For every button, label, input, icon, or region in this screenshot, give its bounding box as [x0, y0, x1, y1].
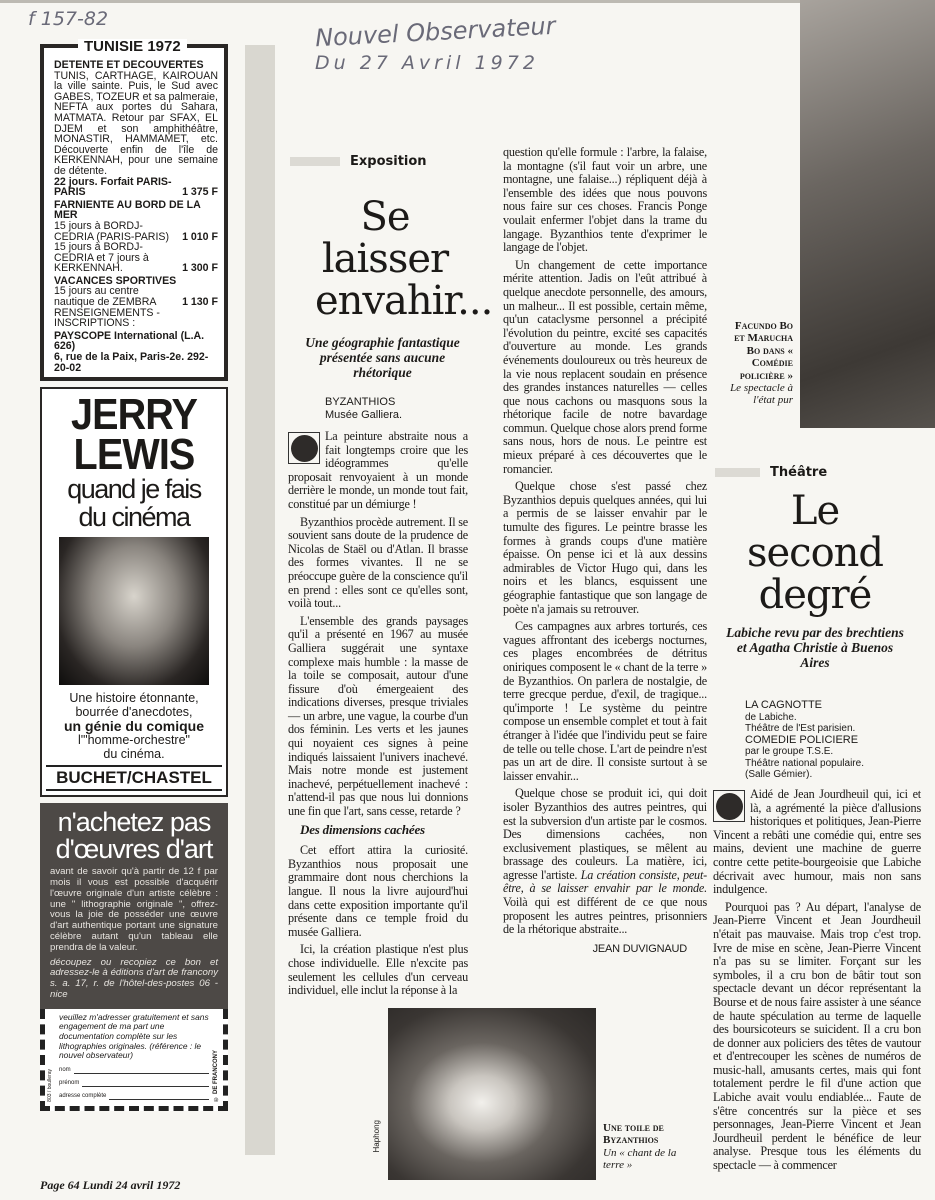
- author-signature: JEAN DUVIGNAUD: [592, 942, 687, 955]
- section-kicker: [715, 465, 935, 480]
- emphasis: La création consiste, peut-être, à se laisser envahir par le monde.: [503, 867, 707, 896]
- ad-heading: FARNIENTE AU BORD DE LA MER: [54, 198, 201, 222]
- price: 1 010 F: [182, 230, 218, 243]
- ad-headline: d'œuvres d'art: [55, 834, 213, 865]
- art-ad: [40, 803, 228, 1009]
- photo-credit: Haphong: [372, 1120, 381, 1153]
- play-title: COMEDIE POLICIERE: [745, 733, 859, 746]
- handwritten-date: Du 27 Avril 1972: [315, 52, 539, 74]
- show-info: [745, 700, 864, 781]
- play-venue: (Salle Gémier).: [745, 769, 813, 780]
- paragraph: Quelque chose s'est passé chez Byzanthios depuis quelques années, qui lui a permis de se laisser envahir par le tumulte des figures. Le peintre brasse les formes à grands coups d'une matière épaisse. On pense ici et là aux dessins admirables de Victor Hugo qui, dans les noirs et les blancs, esquissent une géographie fantastique que son langage de poète n'a jamais su retrouver.: [503, 479, 707, 616]
- ad-body: avant de savoir qu'à partir de 12 f par mois il vous est possible d'acquérir l'œuvre originale d'un artiste célèbre : une " lithographie originale ", offrez-vous la joie de posséder une œuvre d'art authentique portant une signature célèbre autant qu'un tableau elle prendra de la valeur.: [50, 866, 218, 953]
- paragraph: Voilà qui est différent de ce que nous proposent les autres peintres, prisonniers de la rhétorique abstraite...: [503, 895, 707, 937]
- page-edge: [0, 0, 935, 3]
- theatre-column: [713, 788, 921, 1173]
- play-author: par le groupe T.S.E.: [745, 746, 834, 757]
- publisher: BUCHET/CHASTEL: [46, 765, 222, 791]
- archive-reference: f 157-82: [28, 8, 109, 30]
- ad-info: RENSEIGNEMENTS - INSCRIPTIONS :: [54, 306, 160, 330]
- artist-name: BYZANTHIOS: [325, 396, 396, 408]
- page-footer: Page 64 Lundi 24 avril 1972: [40, 1178, 181, 1192]
- exhibition-info: [325, 396, 402, 422]
- address-field[interactable]: [59, 1093, 209, 1100]
- play-author: de Labiche.: [745, 711, 797, 723]
- kicker-bar: [715, 468, 760, 477]
- ad-cta: découpez ou recopiez ce bon et adressez-le à éditions d'art de francony s. a. 17, r. de l'hôtel-des-postes 06 - nice: [50, 956, 218, 1000]
- theatre-photo-caption: [725, 320, 793, 407]
- drop-bullet-icon: [713, 790, 745, 822]
- article-column-1: [288, 430, 468, 998]
- firstname-field[interactable]: [59, 1080, 209, 1087]
- tunisie-ad: [40, 38, 228, 381]
- section-kicker: [290, 154, 470, 169]
- paragraph: L'ensemble des grands paysages qu'il a présenté en 1967 au musée Galliera suggérait une syntaxe complexe mais humble : la masse de la toile se composait, autour d'une fissure d'où émergeaient des indications diverses, presque triviales — un arbre, une vague, la courbe d'un dos féminin. Les verts et les jaunes qui noyaient ces signes à peine indiqués laissaient l'univers inachevé. Mais notre monde est justement inachevé, perpétuellement inachevé : n'attend-il pas que nous lui donnions une fin que l'art, sans cesse, retarde ?: [288, 613, 468, 819]
- ad-credit: © DE FRANCONY: [213, 1050, 220, 1102]
- ad-line: Une histoire étonnante,: [69, 691, 199, 706]
- offer: 15 jours au centre nautique de ZEMBRA: [54, 285, 157, 309]
- ad-name: JERRY: [70, 390, 198, 440]
- article-title: Se laisser envahir...: [315, 194, 493, 324]
- painting-caption: [603, 1122, 695, 1172]
- jerry-lewis-photo: [59, 537, 209, 685]
- coupon-text: veuillez m'adresser gratuitement et sans engagement de ma part une documentation complète sur les lithographies originales. (référence : le nouvel observateur): [59, 1011, 209, 1061]
- kicker-label: Théâtre: [770, 465, 828, 480]
- ad-text: TUNIS, CARTHAGE, KAIROUAN la ville sainte. Puis, le Sud avec GABES, TOZEUR et sa palmeraie, NEFTA aux portes du Sahara, MATMATA. Retour par SFAX, EL DJEM et son amphithéâtre, MONASTIR, HAMMAMET, etc. Découverte enfin de l'île de KERKENNAH, pour une semaine de détente.: [54, 69, 218, 177]
- kicker-label: Exposition: [350, 154, 427, 169]
- paragraph: Quelque chose se produit ici, qui doit isoler Byzanthios des autres peintres, qui est la subversion d'un artiste par le cosmos. Des dimensions cachées, non exclusivement plastiques, se mêlent au brassage des couleurs. La matière, ici, agresse l'artiste.: [503, 786, 707, 882]
- gutter-shade: [245, 45, 275, 1155]
- article-title: Le second degré: [746, 488, 884, 618]
- field-label: adresse complète: [59, 1092, 107, 1099]
- offer: 15 jours à BORDJ-CEDRIA et 7 jours à KERKENNAH.: [54, 241, 149, 275]
- ad-address: 6, rue de la Paix, Paris-2e. 292-20-02: [54, 351, 209, 374]
- offer: 22 jours. Forfait PARIS-PARIS: [54, 175, 172, 199]
- caption-line: Facundo Bo et Marucha Bo dans « Comédie policière »: [734, 320, 793, 382]
- article-deck: Une géographie fantastique présentée sans aucune rhétorique: [305, 335, 460, 380]
- caption-line: Un « chant de la terre »: [603, 1146, 677, 1172]
- ad-line: du cinéma.: [103, 747, 165, 762]
- paragraph: Ces campagnes aux arbres torturés, ces vagues affrontant des icebergs nocturnes, ces plages encombrées de détritus oniriques composent le « chant de la terre » de Byzanthios. On parlera de nostalgie, de terre grecque perdue, d'exil, de tragique... qu'importe ! Le système du peintre compose un ensemble complet et tout à fait étranger à l'idée que l'individu peut se faire de telle ou telle chose. L'art de peindre n'est pas un art de dire. Il consiste surtout à se laisser envahir...: [503, 619, 707, 783]
- subheading: Des dimensions cachées: [300, 821, 425, 837]
- handwritten-source: Nouvel Observateur: [314, 11, 557, 53]
- paragraph: Byzanthios procède autrement. Il se souvient sans doute de la prudence de Nicolas de Staël ou d'Atlan. Il brasse des formes vivantes. Il ne se préoccupe guère de la conscience qu'il en prend : elles sont ce qu'elles sont, voilà tout...: [288, 514, 468, 611]
- book-ad: [40, 387, 228, 797]
- paragraph: Un changement de cette importance mérite attention. Jadis on l'eût attribué à quelque anecdote personnelle, des amours, un malheur... Il est possible, certain même, qu'un cataclysme personnel a précipité l'évolution du peintre, excité ses capacités d'ouverture au monde. Les grands événements douloureux ou très heureux de la vie nous replacent soudain en présence des grandes instances naturelles — celles que nous cachons ou masquons sous la rhétorique facile de notre bavardage commun. Quelque chose alors prend forme sans nous, hors de nous. Le peintre est mieux préparé à ces découvertes que le romancier.: [503, 257, 707, 476]
- kicker-bar: [290, 157, 340, 166]
- theatre-photo: [800, 0, 935, 428]
- order-coupon: [40, 1009, 228, 1111]
- price: 1 130 F: [182, 296, 218, 309]
- paragraph: question qu'elle formule : l'arbre, la falaise, la montagne (s'il faut voir un arbre, une montagne, une falaise...) répliquent déjà à l'ensemble des idées que nous pouvons nous faire sur ces choses. Francis Ponge voulait enfermer l'objet dans la trame du langage. Byzanthios tente d'exprimer le langage de l'objet.: [503, 145, 707, 255]
- ad-subtitle: du cinéma: [78, 502, 190, 533]
- article-deck: Labiche revu par des brechtiens et Agatha Christie à Buenos Aires: [726, 625, 904, 670]
- paragraph: Cet effort attira la curiosité. Byzanthios nous proposait une grammaire dont nous cherchions la langue. Il nous la livre aujourd'hui dans cette exposition importante qu'il présente dans ce temple froid du musée Galliera.: [288, 843, 468, 939]
- byzanthios-painting: [388, 1008, 596, 1180]
- offer: 15 jours à BORDJ-CEDRIA (PARIS-PARIS): [54, 219, 169, 243]
- ad-line: l'"homme-orchestre": [78, 733, 190, 748]
- ad-line: un génie du comique: [63, 718, 204, 735]
- venue: Musée Galliera.: [325, 409, 403, 421]
- paragraph: Pourquoi pas ? Au départ, l'analyse de Jean-Pierre Vincent et Jean Jourdheuil n'était pas mauvaise. Mais trop c'est trop. Ivre de mise en scène, Jean-Pierre Vincent n'a pas su se limiter. Forçant sur les symboles, il a cru bon de bâtir tout son spectacle devant un décor représentant la Bourse et de nous faire assister à une séance de haute spéculation au terme de laquelle des boursicoteurs se suicident. Il a cru bon de donner aux policiers des têtes de vautour et d'entrecouper les scènes de numéros de music-hall, amusants certes, mais qui font totalement perdre le fil d'une action que Labiche avait voulu endiablée... Faute de s'être concentrés sur la pièce et ses personnages, Jean-Pierre Vincent et Jean Jourdheuil perdent le bénéfice de leur analyse. Presque tous les éléments du spectacle — à commencer: [713, 899, 921, 1173]
- drop-bullet-icon: [288, 432, 320, 464]
- ad-subtitle: quand je fais: [67, 474, 201, 505]
- price: 1 375 F: [182, 186, 218, 199]
- field-label: prénom: [59, 1079, 80, 1086]
- ad-line: bourrée d'anecdotes,: [75, 705, 193, 720]
- price: 1 300 F: [182, 262, 218, 275]
- ad-heading: DETENTE ET DECOUVERTES: [54, 59, 204, 71]
- play-title: LA CAGNOTTE: [745, 699, 823, 711]
- paragraph: La peinture abstraite nous a fait longtemps croire que les idéogrammes qu'elle proposait renvoyaient à un monde derrière le monde, un monde tout fait, constitué par un démiurge !: [288, 429, 468, 511]
- play-venue: Théâtre de l'Est parisien.: [745, 723, 856, 734]
- ad-name: LEWIS: [73, 430, 195, 480]
- agency-credit: 803 / boulleray: [47, 1068, 53, 1102]
- field-label: nom: [59, 1066, 71, 1073]
- article-column-2: [503, 146, 707, 956]
- ad-heading: VACANCES SPORTIVES: [54, 274, 177, 287]
- ad-column: [40, 38, 228, 1111]
- name-field[interactable]: [59, 1067, 209, 1074]
- ad-title: TUNISIE 1972: [78, 39, 187, 54]
- ad-headline: n'achetez pas: [57, 807, 211, 838]
- paragraph: Ici, la création plastique n'est plus chose individuelle. Elle n'excite pas seulement les cellules d'un cerveau individuel, elle inclut la réponse à la: [288, 942, 468, 998]
- caption-line: Une toile de Byzanthios: [603, 1122, 664, 1147]
- play-venue: Théâtre national populaire.: [745, 757, 864, 769]
- caption-line: Le spectacle à l'état pur: [730, 382, 793, 407]
- ad-contact: PAYSCOPE International (L.A. 626): [54, 329, 205, 353]
- paragraph: Aidé de Jean Jourdheuil qui, ici et là, a agrémenté la pièce d'allusions historiques et politiques, Jean-Pierre Vincent a rebâti une comédie qui, entre ses mains, devient une machine de guerre contre cette petite-bourgeoisie que Labiche décrivait avec humour, mais non sans indulgence.: [713, 787, 921, 897]
